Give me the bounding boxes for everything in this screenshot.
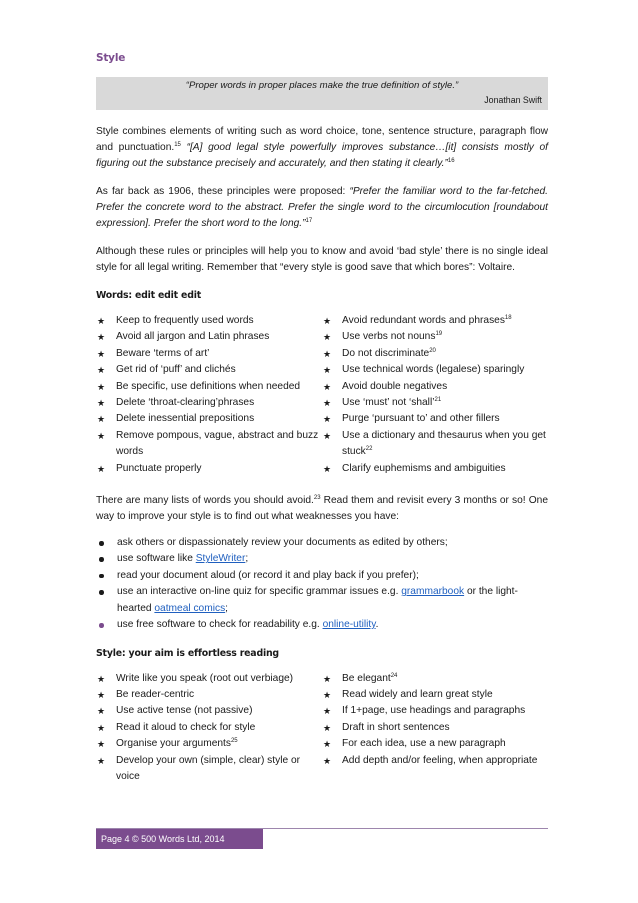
paragraph-intro [96,124,548,172]
star-icon: ★ [323,722,332,733]
list-item [322,720,548,736]
list-item [96,313,322,329]
list-item-text: ; [225,602,229,614]
list-item [322,671,548,687]
list-item [96,568,548,584]
star-icon: ★ [97,365,106,376]
list-item-text: Read it aloud to check for style [116,721,256,733]
list-item-text: If 1+page, use headings and paragraphs [342,705,526,717]
list-item-text: Be reader-centric [116,688,195,700]
list-item-text: Write like you speak (root out verbiage) [116,672,294,684]
resource-link[interactable]: StyleWriter [195,553,246,565]
star-icon: ★ [97,755,106,766]
section-heading-style: Style: your aim is effortless reading [96,647,279,659]
page-title: Style [96,52,126,64]
list-item-text: Do not discriminate [342,347,430,359]
list-item [96,411,322,427]
list-item-text: read your document aloud (or record it and play back if you prefer); [117,569,419,581]
style-list-left [96,671,322,786]
list-item [96,551,548,567]
list-item-text: Delete ‘throat-clearing’phrases [116,397,255,409]
quote-text: “Proper words in proper places make the true definition of style.” [185,80,459,91]
paragraph-quote: “[A] good legal style powerfully improves substance…[it] consists mostly of figuring out the substance precisely and accurately, and then stating it clearly.” [96,142,549,169]
list-item [322,461,548,477]
list-item [96,346,322,362]
star-icon: ★ [323,689,332,700]
paragraph-text: Read them and revisit every 3 months or so! One way to improve your style is to find out what weaknesses you have: [96,495,548,523]
footnote-ref: 18 [504,315,512,321]
paragraph-quote: “Prefer the familiar word to the far-fetched. Prefer the concrete word to the abstract. Prefer the single word to the circumlocution [roundabout expression]. Prefer the short word to the long.” [96,186,549,229]
footnote-ref: 15 [174,142,181,148]
star-icon: ★ [323,739,332,750]
list-item [322,411,548,427]
star-icon: ★ [97,673,106,684]
list-item [96,535,548,551]
paragraph-word-lists [96,493,548,525]
star-icon: ★ [97,381,106,392]
list-item [96,687,322,703]
list-item [96,720,322,736]
resource-link[interactable]: online-utility [322,619,376,631]
list-item-text: ask others or dispassionately review your documents as edited by others; [117,537,448,549]
list-item [96,584,548,617]
list-item-text: Purge ‘pursuant to’ and other fillers [342,413,500,425]
list-item [322,428,548,461]
list-item [322,395,548,411]
list-item-text: Use technical words (legalese) sparingly [342,364,525,376]
resource-link[interactable]: oatmeal comics [154,602,226,614]
star-icon: ★ [97,398,106,409]
list-item-text: Clarify euphemisms and ambiguities [342,462,506,474]
list-item-text: Use active tense (not passive) [116,705,253,717]
words-list-right [322,313,548,477]
list-item [322,687,548,703]
list-item-text: Use a dictionary and thesaurus when you get stuck [342,429,546,458]
paragraph-text: There are many lists of words you should avoid. [96,495,314,507]
list-item [322,346,548,362]
footnote-ref: 21 [434,397,442,404]
list-item-text: Be specific, use definitions when needed [116,380,301,392]
star-icon: ★ [323,316,332,326]
star-icon: ★ [97,316,106,326]
list-item [322,379,548,395]
list-item-text: use free software to check for readability e.g. [117,619,323,631]
list-item [322,736,548,752]
star-icon: ★ [323,365,332,376]
star-icon: ★ [97,430,106,441]
list-item [322,329,548,345]
list-item-text: Use verbs not nouns [342,331,436,343]
list-item-text: Keep to frequently used words [116,315,254,326]
list-item [96,379,322,395]
list-item [322,313,548,329]
list-item [96,617,548,633]
quote-author: Jonathan Swift [484,95,542,105]
resource-link[interactable]: grammarbook [401,586,465,598]
list-item-text: Remove pompous, vague, abstract and buzz words [116,429,319,458]
star-icon: ★ [323,755,332,766]
star-icon: ★ [323,348,332,359]
list-item [96,395,322,411]
dot-icon [99,623,104,628]
list-item-text: Be elegant [342,672,391,684]
style-list-right [322,671,548,769]
star-icon: ★ [97,739,106,750]
paragraph-text: As far back as 1906, these principles were proposed: [96,186,350,197]
star-icon: ★ [97,689,106,700]
list-item [96,736,322,752]
list-item-text: Avoid all jargon and Latin phrases [116,331,270,343]
star-icon: ★ [323,706,332,717]
list-item [322,362,548,378]
star-icon: ★ [323,430,332,441]
list-item-text: Punctuate properly [116,462,202,474]
list-item [96,428,322,461]
dot-icon [99,541,104,546]
paragraph-text: Style combines elements of writing such as word choice, tone, sentence structure, paragraph flow and punctuation. [96,126,548,153]
words-columns [96,313,548,477]
list-item [96,461,322,477]
words-list-left [96,313,322,477]
list-item-text: Draft in short sentences [342,721,450,733]
list-item-text: Organise your arguments [116,738,231,750]
footnote-ref: 25 [230,738,238,745]
star-icon: ★ [323,398,332,409]
dot-icon [99,557,104,562]
list-item [322,703,548,719]
star-icon: ★ [323,463,332,474]
list-item [322,753,548,769]
list-item-text: Beware ‘terms of art’ [116,347,210,359]
paragraph-history [96,184,548,232]
list-item-text: Use ‘must’ not ‘shall’ [342,397,435,409]
footnote-ref: 23 [313,495,321,502]
star-icon: ★ [97,348,106,359]
list-item-text: For each idea, use a new paragraph [342,738,506,750]
list-item-text: or the light-hearted [117,586,518,614]
list-item [96,671,322,687]
list-item-text: . [375,619,379,631]
list-item [96,329,322,345]
list-item [96,703,322,719]
star-icon: ★ [97,463,106,474]
paragraph-voltaire: Although these rules or principles will help you to know and avoid ‘bad style’ there is no single ideal style for all legal writing. Remember that “every style is good save that which bores”: Voltaire. [96,246,548,273]
list-item-text: Develop your own (simple, clear) style or voice [116,754,301,782]
list-item-text: ; [245,553,249,565]
page-footer: Page 4 © 500 Words Ltd, 2014 [96,829,263,849]
style-columns [96,671,548,786]
improvement-list [96,535,548,633]
footnote-ref: 22 [365,446,373,453]
star-icon: ★ [323,673,332,684]
star-icon: ★ [97,332,106,343]
list-item-text: Avoid redundant words and phrases [342,315,505,326]
list-item [96,753,322,786]
list-item-text: use software like [117,553,196,565]
list-item-text: Get rid of ‘puff’ and clichés [116,364,236,376]
star-icon: ★ [97,706,106,717]
list-item-text: Avoid double negatives [342,380,448,392]
list-item-text: Delete inessential prepositions [116,413,255,425]
star-icon: ★ [323,414,332,425]
footnote-ref: 17 [305,218,313,224]
footnote-ref: 20 [429,347,436,354]
list-item [96,362,322,378]
dot-icon [99,574,104,579]
list-item-text: Add depth and/or feeling, when appropriate [342,754,538,766]
star-icon: ★ [323,332,332,343]
list-item-text: Read widely and learn great style [342,688,493,700]
dot-icon [99,590,104,595]
footnote-ref: 19 [435,331,443,338]
list-item-text: use an interactive on-line quiz for specific grammar issues e.g. [117,586,402,598]
footnote-ref: 24 [390,672,398,679]
document-page [96,52,548,785]
star-icon: ★ [323,381,332,392]
quote-box [96,77,548,110]
star-icon: ★ [97,414,106,425]
footnote-ref: 16 [447,158,455,164]
section-heading-words: Words: edit edit edit [96,290,201,301]
star-icon: ★ [97,722,106,733]
